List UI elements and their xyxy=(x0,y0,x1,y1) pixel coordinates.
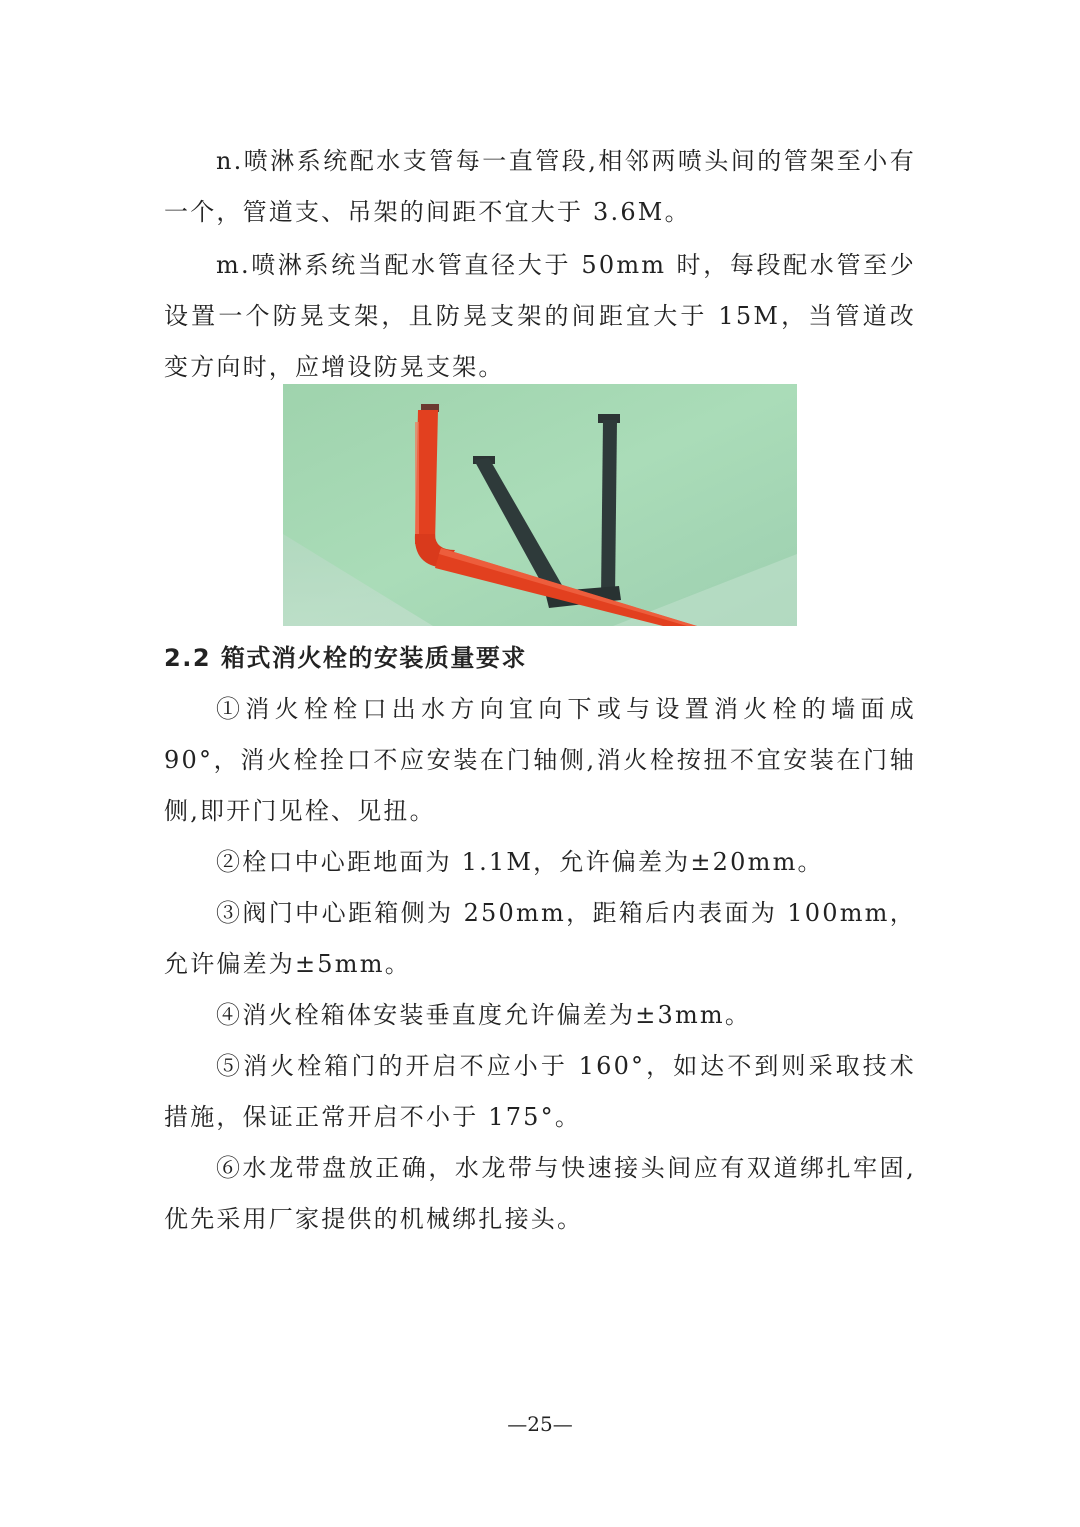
item-1: ①消火栓栓口出水方向宜向下或与设置消火栓的墙面成 90°，消火栓拴口不应安装在门轴侧,消火栓按扭不宜安装在门轴侧,即开门见栓、见扭。 xyxy=(164,695,916,825)
paragraph-m: m.喷淋系统当配水管直径大于 50mm 时，每段配水管至少设置一个防晃支架，且防晃支架的间距宜大于 15M，当管道改变方向时，应增设防晃支架。 xyxy=(164,251,916,381)
paragraph-n: n.喷淋系统配水支管每一直管段,相邻两喷头间的管架至小有一个，管道支、吊架的间距不宜大于 3.6M。 xyxy=(164,147,916,226)
section-heading: 2.2 箱式消火栓的安装质量要求 xyxy=(164,644,527,672)
page-number: —25— xyxy=(507,1412,573,1436)
item-2: ②栓口中心距地面为 1.1M，允许偏差为±20mm。 xyxy=(216,848,824,876)
item-6: ⑥水龙带盘放正确，水龙带与快速接头间应有双道绑扎牢固,优先采用厂家提供的机械绑扎接头。 xyxy=(164,1154,916,1233)
item-5: ⑤消火栓箱门的开启不应小于 160°，如达不到则采取技术措施，保证正常开启不小于 175°。 xyxy=(164,1052,916,1131)
item-3: ③阀门中心距箱侧为 250mm，距箱后内表面为 100mm，允许偏差为±5mm。 xyxy=(164,899,916,978)
item-4: ④消火栓箱体安装垂直度允许偏差为±3mm。 xyxy=(216,1001,752,1029)
sprinkler-pipe-brace-photo xyxy=(283,384,797,626)
